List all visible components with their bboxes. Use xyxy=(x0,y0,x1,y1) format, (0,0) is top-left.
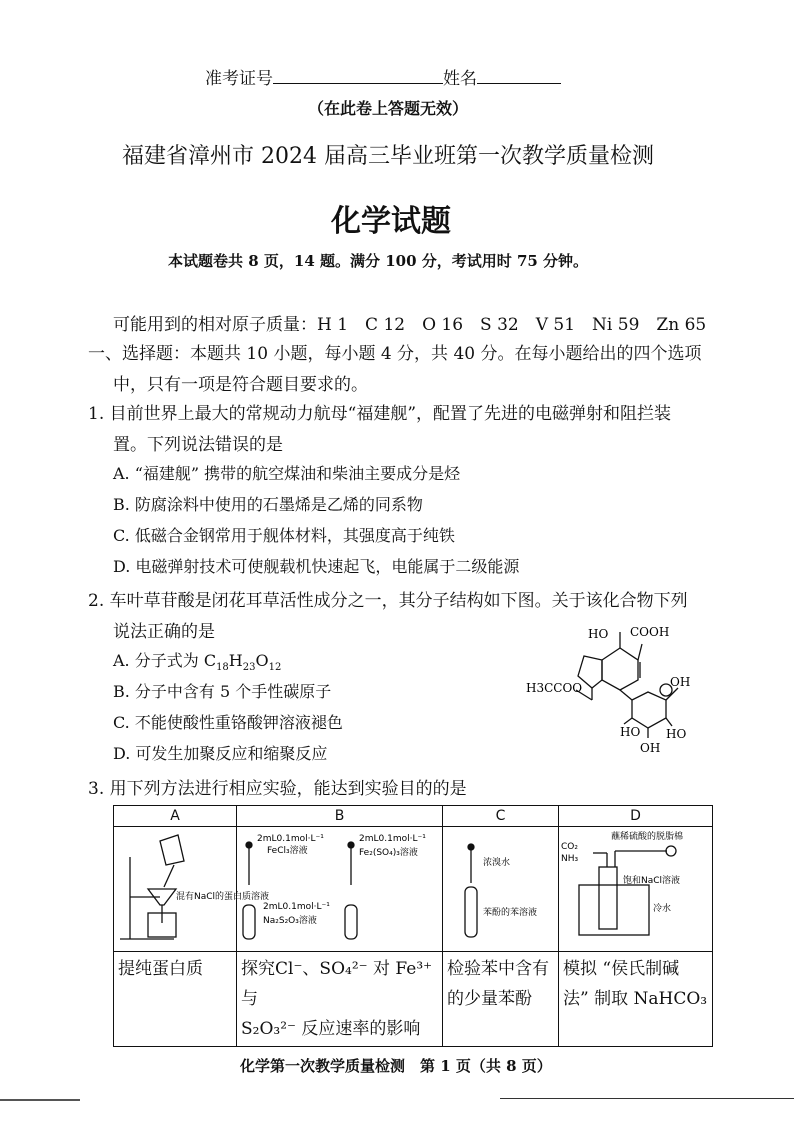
name-label: 姓名 xyxy=(443,69,477,89)
filtration-apparatus xyxy=(114,827,270,947)
apparatus-d xyxy=(559,827,713,952)
q1-option-c: C. 低磁合金钢常用于舰体材料，其强度高于纯铁 xyxy=(113,526,455,545)
header-a: A xyxy=(114,806,237,827)
apparatus-b xyxy=(237,827,443,952)
q1-stem-1: 1. 目前世界上最大的常规动力航母“福建舰”，配置了先进的电磁弹射和阻拦装 xyxy=(88,404,672,424)
desc-c-line2: 的少量苯酚 xyxy=(447,989,532,1009)
desc-c xyxy=(443,952,559,1047)
struct-oh-2: OH xyxy=(640,741,661,755)
page-footer: 化学第一次教学质量检测 第 1 页（共 8 页） xyxy=(240,1057,552,1075)
q2-a-c-sub: 18 xyxy=(216,662,229,674)
scan-mark xyxy=(0,1099,80,1101)
d-co2-label: CO₂ xyxy=(561,842,578,852)
q1-option-b: B. 防腐涂料中使用的石墨烯是乙烯的同系物 xyxy=(113,495,423,514)
b-fecl3-amount: 2mL0.1mol·L⁻¹ xyxy=(257,834,324,844)
subject-title: 化学试题 xyxy=(331,204,451,239)
protein-solution-label: 混有NaCl的蛋白质溶液 xyxy=(176,892,270,902)
q1-stem-2: 置。下列说法错误的是 xyxy=(113,435,283,455)
reaction-rate-apparatus xyxy=(237,827,442,947)
exam-info: 本试题卷共 8 页，14 题。满分 100 分，考试用时 75 分钟。 xyxy=(168,252,589,270)
struct-cooh: COOH xyxy=(630,625,670,639)
c-phenol-label: 苯酚的苯溶液 xyxy=(483,908,538,918)
solvay-apparatus xyxy=(559,827,712,947)
q3-stem: 3. 用下列方法进行相应实验，能达到实验目的的是 xyxy=(88,779,467,799)
b-fe2so4-label: Fe₂(SO₄)₃溶液 xyxy=(359,848,418,858)
b-fecl3-label: FeCl₃溶液 xyxy=(267,846,308,856)
desc-a xyxy=(114,952,237,1047)
desc-d-line1: 模拟 “侯氏制碱 xyxy=(563,959,680,979)
invalid-notice: （在此卷上答题无效） xyxy=(308,99,469,118)
desc-b-line1: 探究Cl⁻、SO₄²⁻ 对 Fe³⁺与 xyxy=(241,959,433,1009)
apparatus-c xyxy=(443,827,559,952)
q2-a-o: O xyxy=(255,651,269,670)
atomic-masses: 可能用到的相对原子质量：H 1 C 12 O 16 S 32 V 51 Ni 59 Zn 65 xyxy=(113,315,707,335)
q2-a-prefix: A. 分子式为 C xyxy=(113,651,217,670)
d-cold-water-label: 冷水 xyxy=(653,904,672,914)
apparatus-a xyxy=(114,827,270,952)
name-blank xyxy=(477,67,561,84)
desc-b xyxy=(237,952,443,1047)
header-c: C xyxy=(443,806,559,827)
desc-d xyxy=(559,952,713,1047)
q2-stem-1: 2. 车叶草苷酸是闭花耳草活性成分之一，其分子结构如下图。关于该化合物下列 xyxy=(88,591,688,611)
desc-b-line2: S₂O₃²⁻ 反应速率的影响 xyxy=(241,1019,421,1039)
b-na2s2o3-amount: 2mL0.1mol·L⁻¹ xyxy=(263,902,330,912)
desc-c-line1: 检验苯中含有 xyxy=(447,959,549,979)
section1-line1: 一、选择题：本题共 10 小题，每小题 4 分，共 40 分。在每小题给出的四个选项 xyxy=(88,344,702,364)
q1-option-a: A. “福建舰” 携带的航空煤油和柴油主要成分是烃 xyxy=(113,464,461,483)
section1-line2: 中，只有一项是符合题目要求的。 xyxy=(113,375,368,395)
q2-a-h-sub: 23 xyxy=(242,662,256,674)
q2-a-o-sub: 12 xyxy=(268,662,282,674)
molecular-structure xyxy=(520,618,720,758)
d-cotton-label: 蘸稀硫酸的脱脂棉 xyxy=(611,832,684,842)
c-bromine-label: 浓溴水 xyxy=(483,858,511,868)
q2-option-a xyxy=(113,648,281,673)
d-nacl-label: 饱和NaCl溶液 xyxy=(623,876,681,886)
admission-label: 准考证号 xyxy=(205,69,273,89)
d-nh3-label: NH₃ xyxy=(561,854,579,864)
desc-a-text: 提纯蛋白质 xyxy=(118,959,203,979)
struct-ho-1: HO xyxy=(620,725,641,739)
b-na2s2o3-label: Na₂S₂O₃溶液 xyxy=(263,916,317,926)
admission-number-line xyxy=(205,64,561,89)
footer-rule xyxy=(500,1098,794,1099)
desc-d-line2: 法” 制取 NaHCO₃ xyxy=(563,989,708,1009)
q2-a-h: H xyxy=(228,651,243,670)
exam-title: 福建省漳州市 2024 届高三毕业班第一次教学质量检测 xyxy=(122,144,654,169)
header-b: B xyxy=(237,806,443,827)
struct-ho-top: HO xyxy=(588,627,609,641)
phenol-test-apparatus xyxy=(443,827,558,947)
struct-ester: H3CCOO xyxy=(526,681,583,695)
admission-blank xyxy=(273,67,443,84)
header-d: D xyxy=(559,806,713,827)
struct-ho-2: HO xyxy=(666,727,687,741)
q1-option-d: D. 电磁弹射技术可使舰载机快速起飞，电能属于二级能源 xyxy=(113,557,520,576)
q2-stem-2: 说法正确的是 xyxy=(113,622,215,642)
struct-oh-1: OH xyxy=(670,675,691,689)
q2-option-c: C. 不能使酸性重铬酸钾溶液褪色 xyxy=(113,713,343,732)
q2-option-d: D. 可发生加聚反应和缩聚反应 xyxy=(113,744,328,763)
b-fe2so4-amount: 2mL0.1mol·L⁻¹ xyxy=(359,834,426,844)
q3-experiment-table xyxy=(113,805,713,1047)
q2-option-b: B. 分子中含有 5 个手性碳原子 xyxy=(113,682,332,701)
